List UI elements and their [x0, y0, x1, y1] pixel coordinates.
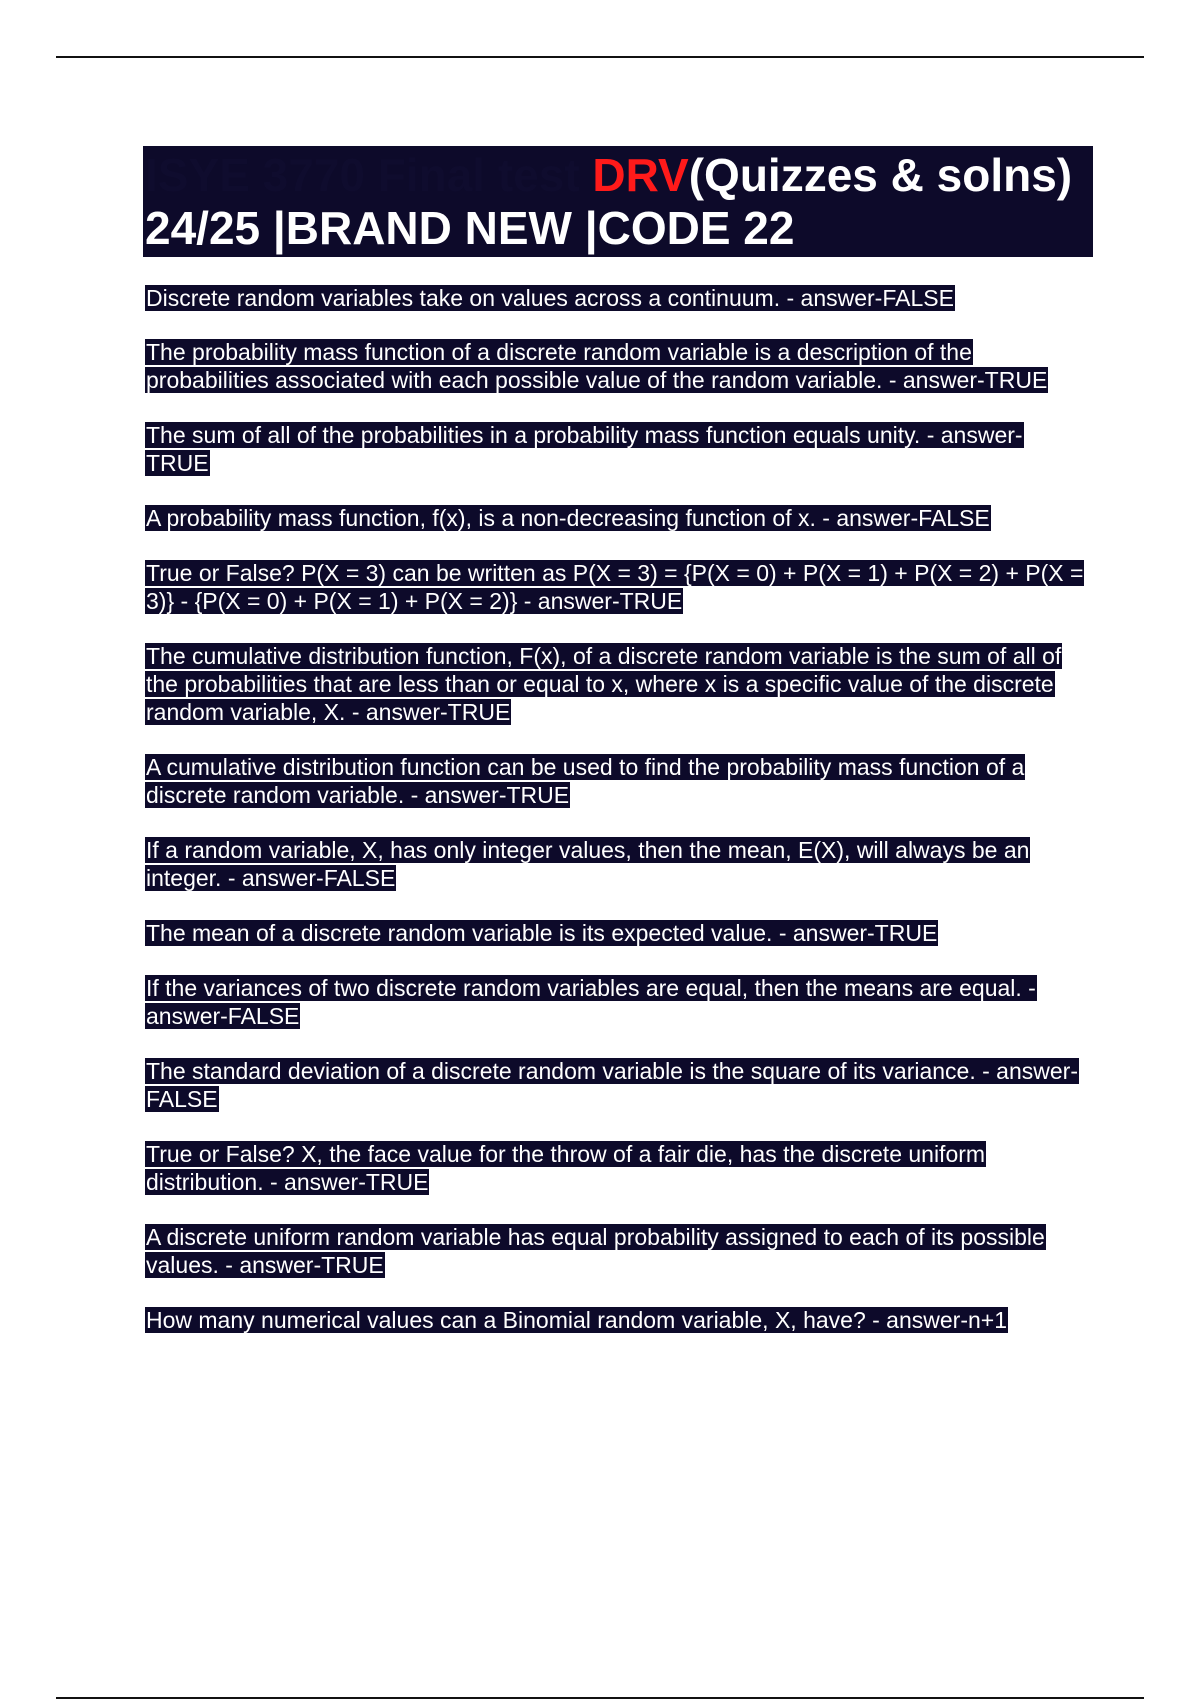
title-accent-text: DRV [592, 149, 689, 201]
qa-item-text: The probability mass function of a discrete random variable is a description of the probabilities associated with each possible value of the random variable. - answer-TRUE [146, 339, 1048, 393]
qa-item [145, 836, 1085, 892]
page-title [143, 146, 1093, 257]
qa-item [145, 1223, 1085, 1279]
qa-item [145, 919, 1085, 947]
qa-item [145, 421, 1085, 477]
top-rule [56, 56, 1144, 58]
bottom-rule [56, 1697, 1144, 1699]
qa-item [145, 974, 1085, 1030]
qa-item-text: True or False? X, the face value for the throw of a fair die, has the discrete uniform distribution. - answer-TRUE [146, 1141, 986, 1195]
qa-item-text: The cumulative distribution function, F(x), of a discrete random variable is the sum of all of the probabilities that are less than or equal to x, where x is a specific value of the discrete random variable, X. - answer-TRUE [146, 643, 1062, 725]
qa-item-text: Discrete random variables take on values across a continuum. - answer-FALSE [146, 285, 954, 311]
qa-item-text: A discrete uniform random variable has equal probability assigned to each of its possible values. - answer-TRUE [146, 1224, 1045, 1278]
qa-item [145, 559, 1085, 615]
title-rest-text: (Quizzes & solns) 24/25 |BRAND NEW |CODE 22 [145, 149, 1073, 254]
qa-item-text: The standard deviation of a discrete random variable is the square of its variance. - answer-FALSE [146, 1058, 1078, 1112]
qa-item [145, 1306, 1085, 1334]
title-faded-text: ISYE 3770 Final test [145, 149, 593, 201]
qa-item [145, 1140, 1085, 1196]
qa-item [145, 504, 1085, 532]
qa-item-text: How many numerical values can a Binomial random variable, X, have? - answer-n+1 [146, 1307, 1007, 1333]
qa-item-text: A cumulative distribution function can be used to find the probability mass function of a discrete random variable. - answer-TRUE [146, 754, 1025, 808]
qa-item-text: The mean of a discrete random variable is its expected value. - answer-TRUE [146, 920, 938, 946]
qa-item-text: The sum of all of the probabilities in a probability mass function equals unity. - answer-TRUE [146, 422, 1023, 476]
qa-item [145, 284, 1085, 312]
qa-item-text: A probability mass function, f(x), is a non-decreasing function of x. - answer-FALSE [146, 505, 990, 531]
qa-item [145, 642, 1085, 726]
qa-item-text: True or False? P(X = 3) can be written as P(X = 3) = {P(X = 0) + P(X = 1) + P(X = 2) + P(X = 3)} - {P(X = 0) + P(X = 1) + P(X = 2)} - answer-TRUE [146, 560, 1084, 614]
qa-item [145, 753, 1085, 809]
qa-item [145, 338, 1085, 394]
qa-list [145, 284, 1085, 1334]
qa-item [145, 1057, 1085, 1113]
qa-item-text: If the variances of two discrete random variables are equal, then the means are equal. - answer-FALSE [146, 975, 1036, 1029]
qa-item-text: If a random variable, X, has only integer values, then the mean, E(X), will always be an integer. - answer-FALSE [146, 837, 1030, 891]
